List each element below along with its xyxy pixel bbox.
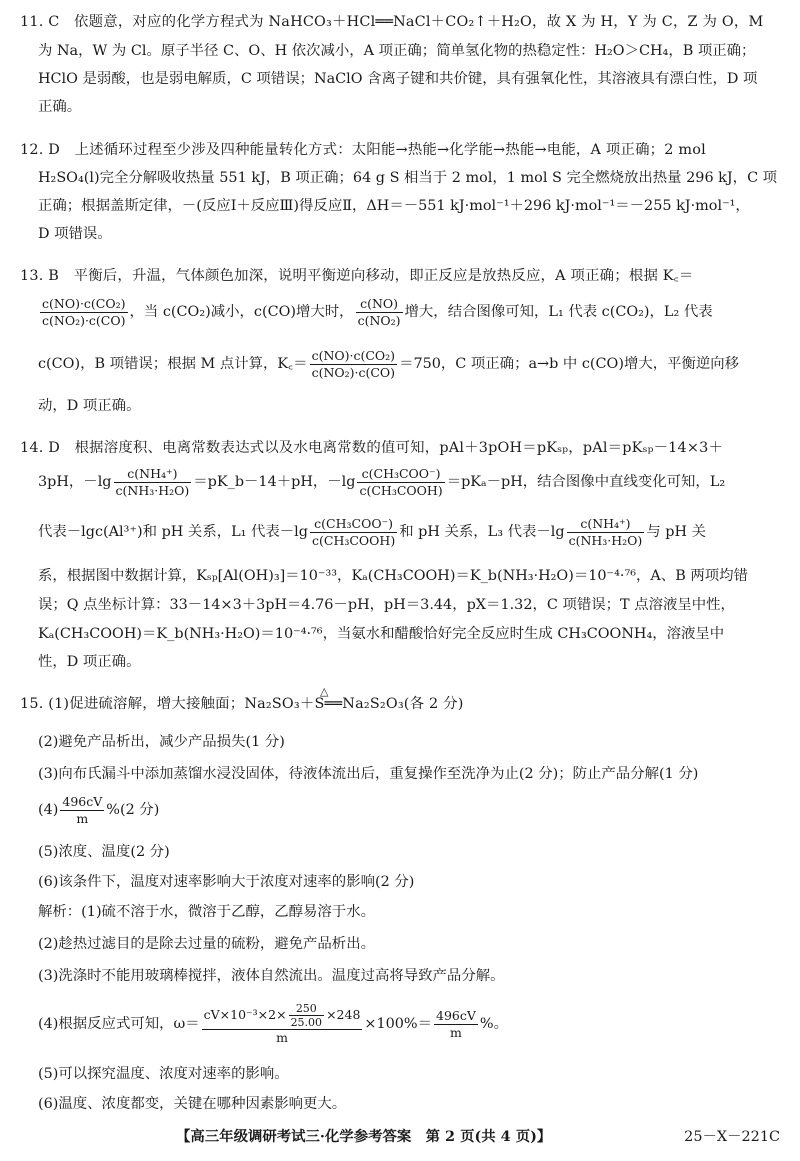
q14-line-1: 14. D 根据溶度积、电离常数表达式以及水电离常数的值可知，pAl＋3pOH＝pKₛₚ，pAl＝pKₛₚ－14×3＋ [20, 440, 724, 456]
q14-line-3: 代表－lgc(Al³⁺)和 pH 关系，L₁ 代表－lg $\frac{\text{c(CH₃COO⁻)}}{\text{c(CH₃COOH)}}$ 和 pH 关系，L₃ 代表－lg $\frac{\text{c(NH₄⁺)}}{\text{c(NH₃·H₂O)}}$ 与 pH 关 [38, 515, 707, 548]
q14-line-6: Kₐ(CH₃COOH)＝K_b(NH₃·H₂O)＝10⁻⁴·⁷⁶，当氨水和醋酸恰好完全反应时生成 CH₃COONH₄，溶液呈中 [38, 626, 725, 642]
dilution-fraction: $\frac{250}{25.00}$ [290, 1002, 323, 1029]
q14-line-5: 误；Q 点坐标计算：33－14×3＋3pH＝4.76－pH，pH＝3.44，pX＝1.32，C 项错误；T 点溶液呈中性， [38, 597, 735, 613]
q13-line-1: 13. B 平衡后，升温，气体颜色加深，说明平衡逆向移动，即正反应是放热反应，A 项正确；根据 K꜀＝ [20, 268, 694, 284]
q12-line-2: H₂SO₄(l)完全分解吸收热量 551 kJ，B 项正确；64 g S 相当于 2 mol，1 mol S 完全燃烧放出热量 296 kJ，C 项 [38, 170, 778, 186]
q15-answer-5: (5)浓度、温度(2 分) [38, 844, 170, 860]
q13-line-3: c(CO)，B 项错误；根据 M 点计算，K꜀＝ $\frac{\text{c(NO)·c(CO₂)}}{\text{c(NO₂)·c(CO)}}$ ＝750，C 项正确；a→b 中 c(CO)增大，平衡逆向移 [38, 347, 740, 380]
q11-line-3: HClO 是弱酸，也是弱电解质，C 项错误；NaClO 含离子键和共价键，具有强氧化性，其溶液具有漂白性，D 项 [38, 71, 758, 87]
q11-line-4: 正确。 [38, 99, 82, 115]
nh4-fraction: $\frac{\text{c(NH₄⁺)}}{\text{c(NH₃·H₂O)}}$ [115, 465, 190, 498]
answer-fraction: $\frac{496cV}{m}$ [62, 793, 103, 826]
ratio-fraction: $\frac{c(NO)}{\text{c(NO₂)}}$ [357, 295, 401, 328]
acetate-fraction: $\frac{\text{c(CH₃COO⁻)}}{\text{c(CH₃COOH)}}$ [359, 465, 443, 498]
q12-line-1: 12. D 上述循环过程至少涉及四种能量转化方式：太阳能→热能→化学能→热能→电能，A 项正确；2 mol [20, 142, 706, 158]
q15-explain-3: (3)洗涤时不能用玻璃棒搅拌，液体自然流出。温度过高将导致产品分解。 [38, 968, 505, 984]
q12-line-3: 正确；根据盖斯定律，－(反应Ⅰ＋反应Ⅲ)得反应Ⅱ，ΔH＝－551 kJ·mol⁻¹＋296 kJ·mol⁻¹＝－255 kJ·mol⁻¹， [38, 198, 750, 214]
footer-code: 25－X－221C [684, 1129, 780, 1145]
q14-line-4: 系，根据图中数据计算，Kₛₚ[Al(OH)₃]＝10⁻³³，Kₐ(CH₃COOH)＝K_b(NH₃·H₂O)＝10⁻⁴·⁷⁶，A、B 两项均错 [38, 568, 748, 584]
q11-line-2: 为 Na，W 为 Cl。原子半径 C、O、H 依次减小，A 项正确；简单氢化物的热稳定性：H₂O＞CH₄，B 项正确； [38, 43, 756, 59]
q15-explain-2: (2)趁热过滤目的是除去过量的硫粉，避免产品析出。 [38, 936, 375, 952]
q12-line-4: D 项错误。 [38, 226, 112, 242]
acetate-fraction-2: $\frac{\text{c(CH₃COO⁻)}}{\text{c(CH₃COOH)}}$ [312, 515, 396, 548]
q15-explain-6: (6)温度、浓度都变，关键在哪种因素影响更大。 [38, 1096, 347, 1112]
q15-answer-2: (2)避免产品析出，减少产品损失(1 分) [38, 734, 285, 750]
heat-symbol: △ [320, 685, 329, 698]
q11-line-1: 11. C 依题意，对应的化学方程式为 NaHCO₃＋HCl══NaCl＋CO₂↑＋H₂O，故 X 为 H，Y 为 C，Z 为 O，M [20, 14, 764, 30]
q15-explain-5: (5)可以探究温度、浓度对速率的影响。 [38, 1066, 289, 1082]
kc-fraction-m: $\frac{\text{c(NO)·c(CO₂)}}{\text{c(NO₂)·c(CO)}}$ [311, 347, 396, 380]
q13-line-2: $\frac{\text{c(NO)·c(CO₂)}}{\text{c(NO₂)·c(CO)}}$ ，当 c(CO₂)减小，c(CO)增大时， $\frac{c(NO)}{\text{c(NO₂)}}$ 增大，结合图像可知，L₁ 代表 c(CO₂)，L₂ 代表 [42, 295, 713, 328]
q15-explain-1: 解析：(1)硫不溶于水，微溶于乙醇，乙醇易溶于水。 [38, 904, 375, 920]
q15-explain-4: (4)根据反应式可知，ω＝ cV×10⁻³×2× $\frac{250}{25.00}$ ×248 m ×100%＝ $\frac{496cV}{m}$ %。 [38, 1002, 508, 1045]
omega-fraction: cV×10⁻³×2× $\frac{250}{25.00}$ ×248 m [203, 1002, 361, 1045]
q14-line-2: 3pH，－lg $\frac{\text{c(NH₄⁺)}}{\text{c(NH₃·H₂O)}}$ ＝pK_b－14＋pH，－lg $\frac{\text{c(CH₃COO⁻)}}{\text{c(CH₃COOH)}}$ ＝pKₐ－pH，结合图像中直线变化可知，L₂ [38, 465, 726, 498]
kc-fraction: $\frac{\text{c(NO)·c(CO₂)}}{\text{c(NO₂)·c(CO)}}$ [42, 295, 126, 328]
q15-answer-1: 15. (1)促进硫溶解，增大接触面；Na₂SO₃＋S══Na₂S₂O₃(各 2 分) △ [20, 690, 782, 718]
result-fraction: $\frac{496cV}{m}$ [436, 1007, 476, 1040]
q15-answer-3: (3)向布氏漏斗中添加蒸馏水浸没固体，待液体流出后，重复操作至洗净为止(2 分)；防止产品分解(1 分) [38, 766, 699, 782]
q15-answer-4: (4) $\frac{496cV}{m}$ %(2 分) [38, 793, 160, 826]
q14-line-7: 性，D 项正确。 [38, 654, 141, 670]
q13-line-4: 动，D 项正确。 [38, 398, 141, 414]
q15-answer-6: (6)该条件下，温度对速率影响大于浓度对速率的影响(2 分) [38, 874, 415, 890]
footer-title: 【高三年级调研考试三·化学参考答案 第 2 页(共 4 页)】 [176, 1128, 552, 1145]
nh4-fraction-2: $\frac{\text{c(NH₄⁺)}}{\text{c(NH₃·H₂O)}}$ [568, 515, 643, 548]
